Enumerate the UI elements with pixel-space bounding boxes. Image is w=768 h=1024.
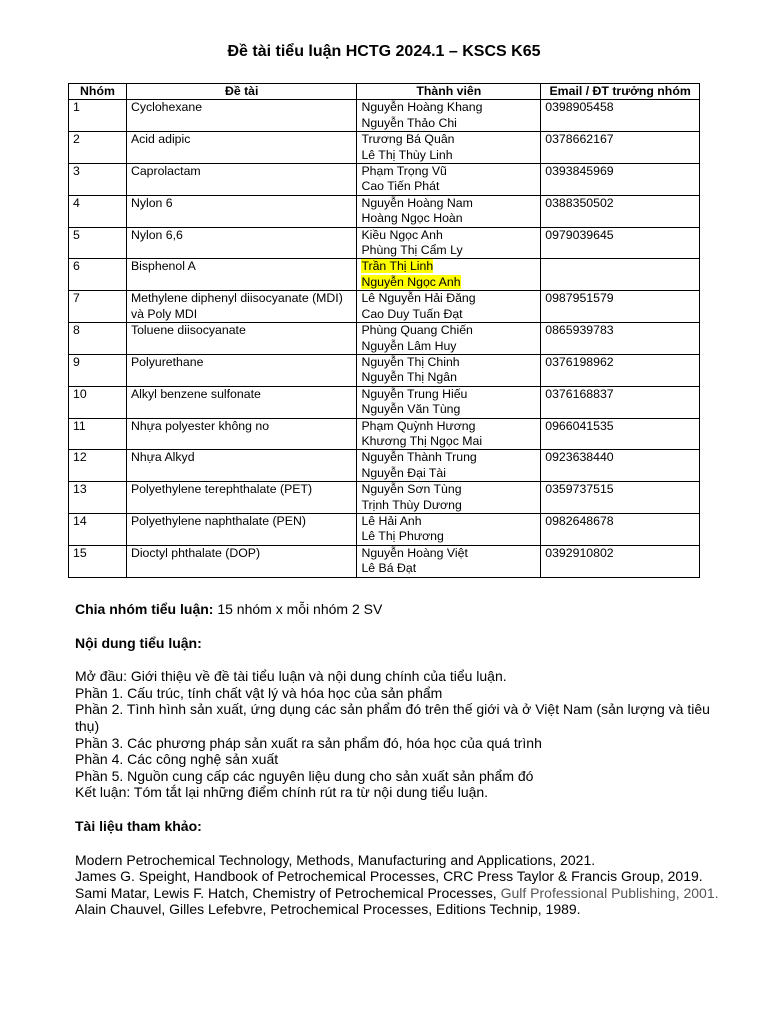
highlighted-member-name: Trần Thị Linh (361, 259, 434, 274)
member-name: Nguyễn Hoàng Nam (361, 195, 473, 210)
members-cell (357, 418, 541, 450)
member-name: Nguyễn Thị Chinh (361, 354, 460, 369)
table-row (69, 291, 700, 323)
topic-name: Cyclohexane (126, 100, 357, 132)
members-cell (357, 100, 541, 132)
reference-3 (75, 885, 725, 902)
topic-name: Dioctyl phthalate (DOP) (126, 545, 357, 577)
member-name: Nguyễn Thảo Chi (361, 115, 457, 130)
leader-contact: 0376168837 (541, 386, 700, 418)
member-name: Phạm Quỳnh Hương (361, 418, 476, 433)
group-number: 15 (69, 545, 127, 577)
references-heading: Tài liệu tham khảo: (75, 817, 202, 834)
group-number: 12 (69, 450, 127, 482)
content-line-part3: Phần 3. Các phương pháp sản xuất ra sản phẩm đó, hóa học của quá trình (75, 734, 542, 751)
members-cell (357, 482, 541, 514)
member-name: Kiều Ngọc Anh (361, 227, 443, 242)
leader-contact: 0865939783 (541, 323, 700, 355)
header-group: Nhóm (69, 84, 127, 100)
topic-name: Nhựa polyester không no (126, 418, 357, 450)
member-name: Nguyễn Đại Tài (361, 465, 446, 480)
group-number: 10 (69, 386, 127, 418)
members-cell (357, 323, 541, 355)
member-name: Lê Bá Đạt (361, 561, 417, 576)
member-name: Trịnh Thùy Dương (361, 497, 462, 512)
member-name: Nguyễn Thị Ngân (361, 370, 457, 385)
group-number: 3 (69, 164, 127, 196)
member-name: Phùng Quang Chiến (361, 323, 473, 338)
members-cell (357, 386, 541, 418)
leader-contact: 0359737515 (541, 482, 700, 514)
content-line-conclusion: Kết luận: Tóm tắt lại những điểm chính rút ra từ nội dung tiểu luận. (75, 784, 489, 801)
leader-contact: 0393845969 (541, 164, 700, 196)
group-number: 11 (69, 418, 127, 450)
group-number: 8 (69, 323, 127, 355)
reference-1: Modern Petrochemical Technology, Methods, Manufacturing and Applications, 2021. (75, 851, 596, 868)
member-name: Lê Hải Anh (361, 513, 422, 528)
topic-name: Nylon 6 (126, 195, 357, 227)
topic-name: Polyethylene naphthalate (PEN) (126, 513, 357, 545)
topic-name: Nylon 6,6 (126, 227, 357, 259)
members-cell (357, 259, 541, 291)
group-number: 6 (69, 259, 127, 291)
header-members: Thành viên (357, 84, 541, 100)
group-number: 2 (69, 132, 127, 164)
grouping-label: Chia nhóm tiểu luận: (75, 601, 214, 617)
group-number: 14 (69, 513, 127, 545)
group-number: 1 (69, 100, 127, 132)
leader-contact: 0923638440 (541, 450, 700, 482)
members-cell (357, 354, 541, 386)
table-row (69, 132, 700, 164)
member-name: Hoàng Ngọc Hoàn (361, 211, 463, 226)
table-row (69, 386, 700, 418)
member-name: Nguyễn Hoàng Khang (361, 100, 483, 115)
member-name: Nguyễn Sơn Tùng (361, 482, 462, 497)
members-cell (357, 513, 541, 545)
table-row (69, 323, 700, 355)
member-name: Lê Nguyễn Hải Đăng (361, 291, 476, 306)
topic-name: Alkyl benzene sulfonate (126, 386, 357, 418)
leader-contact: 0378662167 (541, 132, 700, 164)
table-row (69, 354, 700, 386)
members-cell (357, 291, 541, 323)
content-line-intro: Mở đầu: Giới thiệu về đề tài tiểu luận và nội dung chính của tiểu luận. (75, 668, 507, 685)
topic-name: Methylene diphenyl diisocyanate (MDI) và Poly MDI (126, 291, 357, 323)
table-row (69, 227, 700, 259)
leader-contact: 0388350502 (541, 195, 700, 227)
group-number: 5 (69, 227, 127, 259)
leader-contact: 0392910802 (541, 545, 700, 577)
table-header-row (69, 84, 700, 100)
table-row (69, 513, 700, 545)
members-cell (357, 195, 541, 227)
group-number: 9 (69, 354, 127, 386)
topic-name: Bisphenol A (126, 259, 357, 291)
topic-name: Toluene diisocyanate (126, 323, 357, 355)
leader-contact: 0376198962 (541, 354, 700, 386)
grouping-text: 15 nhóm x mỗi nhóm 2 SV (213, 601, 383, 617)
topic-name: Nhựa Alkyd (126, 450, 357, 482)
table-row (69, 545, 700, 577)
member-name: Lê Thị Phương (361, 529, 444, 544)
table-row (69, 482, 700, 514)
topic-name: Acid adipic (126, 132, 357, 164)
member-name: Trương Bá Quân (361, 132, 455, 147)
group-number: 7 (69, 291, 127, 323)
member-name: Nguyễn Lâm Huy (361, 338, 457, 353)
members-cell (357, 132, 541, 164)
member-name (361, 275, 536, 290)
leader-contact: 0398905458 (541, 100, 700, 132)
content-line-part2: Phần 2. Tình hình sản xuất, ứng dụng các sản phẩm đó trên thế giới và ở Việt Nam (sản lượng và tiêu thụ) (75, 701, 710, 734)
content-line-part5: Phần 5. Nguồn cung cấp các nguyên liệu dung cho sản xuất sản phẩm đó (75, 767, 534, 784)
member-name: Nguyễn Thành Trung (361, 450, 477, 465)
reference-4: Alain Chauvel, Gilles Lefebvre, Petrochemical Processes, Editions Technip, 1989. (75, 901, 581, 918)
members-cell (357, 545, 541, 577)
highlighted-member-name: Nguyễn Ngọc Anh (361, 274, 461, 289)
leader-contact: 0966041535 (541, 418, 700, 450)
grouping-line (75, 601, 725, 618)
table-row (69, 100, 700, 132)
member-name: Cao Duy Tuấn Đạt (361, 306, 463, 321)
leader-contact (541, 259, 700, 291)
table-row (69, 418, 700, 450)
table-row (69, 259, 700, 291)
members-cell (357, 164, 541, 196)
topic-name: Polyurethane (126, 354, 357, 386)
document-title: Đề tài tiểu luận HCTG 2024.1 – KSCS K65 (227, 43, 541, 60)
content-line-part1: Phần 1. Cấu trúc, tính chất vật lý và hóa học của sản phẩm (75, 684, 443, 701)
leader-contact: 0987951579 (541, 291, 700, 323)
member-name: Nguyễn Văn Tùng (361, 402, 461, 417)
members-cell (357, 450, 541, 482)
member-name: Nguyễn Hoàng Việt (361, 545, 468, 560)
member-name: Khương Thị Ngọc Mai (361, 433, 483, 448)
group-number: 13 (69, 482, 127, 514)
topic-table (68, 83, 700, 578)
member-name: Cao Tiến Phát (361, 179, 440, 194)
content-line-part4: Phần 4. Các công nghệ sản xuất (75, 751, 279, 768)
members-cell (357, 227, 541, 259)
member-name (361, 259, 536, 274)
leader-contact: 0979039645 (541, 227, 700, 259)
reference-2: James G. Speight, Handbook of Petrochemical Processes, CRC Press Taylor & Francis Group, 2019. (75, 868, 703, 885)
header-topic: Đề tài (126, 84, 357, 100)
table-row (69, 450, 700, 482)
member-name: Phạm Trọng Vũ (361, 164, 447, 179)
member-name: Nguyễn Trung Hiếu (361, 386, 468, 401)
leader-contact: 0982648678 (541, 513, 700, 545)
reference-3-publisher: Gulf Professional Publishing, 2001. (500, 884, 719, 901)
document-body (75, 601, 725, 918)
member-name: Phùng Thị Cẩm Ly (361, 243, 463, 258)
content-heading: Nội dung tiểu luận: (75, 634, 202, 651)
group-number: 4 (69, 195, 127, 227)
topic-name: Polyethylene terephthalate (PET) (126, 482, 357, 514)
header-contact: Email / ĐT trưởng nhóm (541, 84, 700, 100)
table-row (69, 164, 700, 196)
table-body (69, 100, 700, 577)
table-row (69, 195, 700, 227)
member-name: Lê Thị Thùy Linh (361, 147, 453, 162)
reference-3-main: Sami Matar, Lewis F. Hatch, Chemistry of Petrochemical Processes, (75, 884, 501, 901)
topic-name: Caprolactam (126, 164, 357, 196)
